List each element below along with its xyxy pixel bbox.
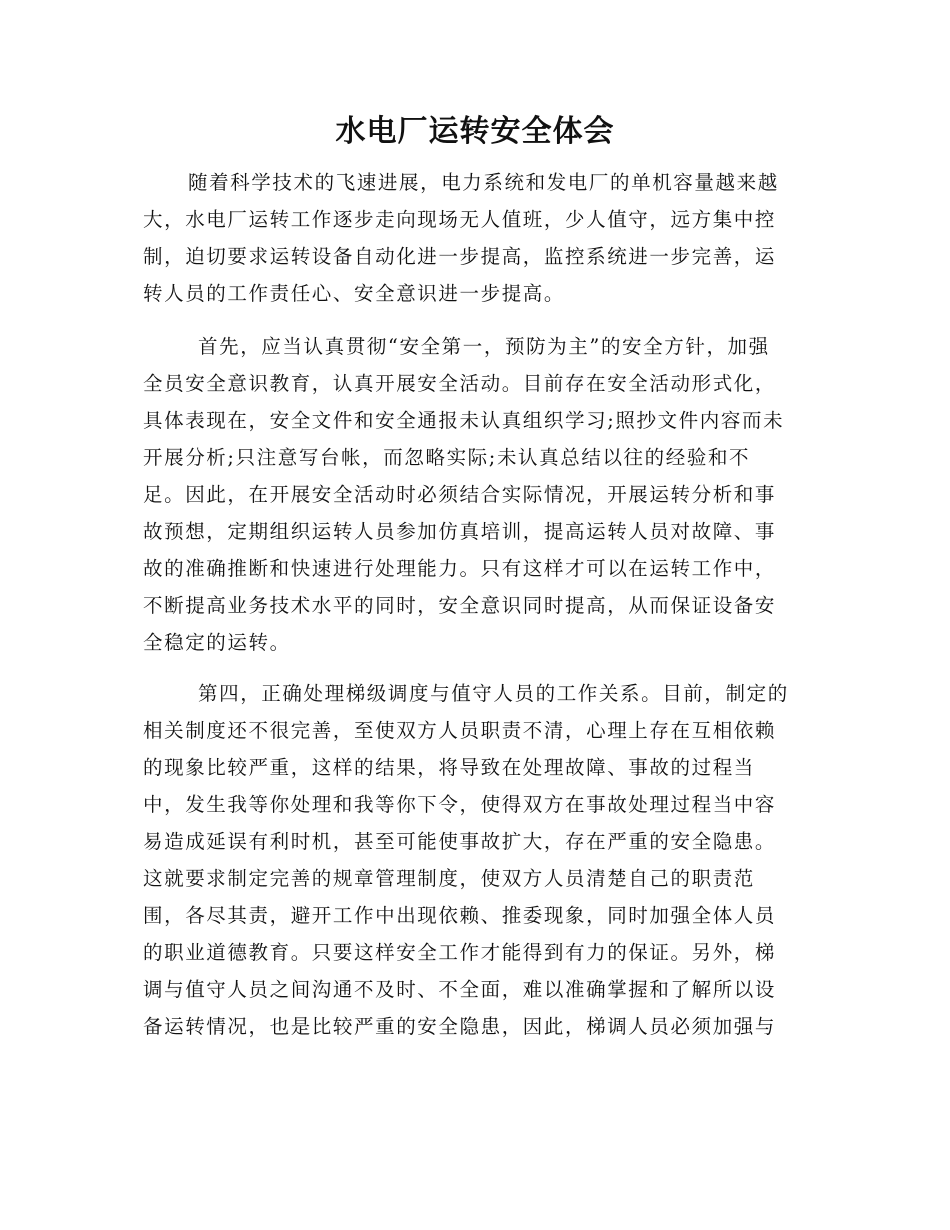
document-title: 水电厂运转安全体会 — [335, 114, 615, 149]
paragraph-2-line-5: 足。因此，在开展安全活动时必须结合实际情况，开展运转分析和事 — [143, 483, 777, 506]
paragraph-3-line-5: 易造成延误有利时机，甚至可能使事故扩大，存在严重的安全隐患。 — [143, 830, 777, 853]
paragraph-3-line-8: 的职业道德教育。只要这样安全工作才能得到有力的保证。另外，梯 — [143, 941, 777, 964]
paragraph-3-line-4: 中，发生我等你处理和我等你下令，使得双方在事故处理过程当中容 — [143, 793, 777, 816]
paragraph-2-line-8: 不断提高业务技术水平的同时，安全意识同时提高，从而保证设备安 — [143, 594, 777, 617]
paragraph-3-line-10: 备运转情况，也是比较严重的安全隐患，因此，梯调人员必须加强与 — [143, 1015, 777, 1038]
paragraph-1-line-1: 随着科学技术的飞速进展，电力系统和发电厂的单机容量越来越 — [188, 171, 779, 194]
paragraph-2-line-6: 故预想，定期组织运转人员参加仿真培训，提高运转人员对故障、事 — [143, 520, 777, 543]
paragraph-2-line-4: 开展分析;只注意写台帐，而忽略实际;未认真总结以往的经验和不 — [143, 446, 751, 469]
paragraph-3-line-1: 第四，正确处理梯级调度与值守人员的工作关系。目前，制定的 — [198, 682, 789, 705]
paragraph-2-line-9: 全稳定的运转。 — [143, 631, 291, 654]
paragraph-1-line-4: 转人员的工作责任心、安全意识进一步提高。 — [143, 282, 566, 305]
paragraph-3-line-7: 围，各尽其责，避开工作中出现依赖、推委现象，同时加强全体人员 — [143, 904, 777, 927]
paragraph-2-line-2: 全员安全意识教育，认真开展安全活动。目前存在安全活动形式化， — [143, 372, 777, 395]
paragraph-3-line-2: 相关制度还不很完善，至使双方人员职责不清，心理上存在互相依赖 — [143, 719, 777, 742]
paragraph-2-line-1: 首先，应当认真贯彻“安全第一，预防为主”的安全方针，加强 — [198, 335, 770, 358]
paragraph-2-line-7: 故的准确推断和快速进行处理能力。只有这样才可以在运转工作中， — [143, 557, 777, 580]
paragraph-3-line-3: 的现象比较严重，这样的结果，将导致在处理故障、事故的过程当 — [143, 756, 755, 779]
paragraph-3-line-9: 调与值守人员之间沟通不及时、不全面，难以准确掌握和了解所以设 — [143, 978, 777, 1001]
paragraph-1-line-2: 大，水电厂运转工作逐步走向现场无人值班，少人值守，远方集中控 — [143, 208, 777, 231]
paragraph-2-line-3: 具体表现在，安全文件和安全通报未认真组织学习;照抄文件内容而未 — [143, 409, 785, 432]
paragraph-3-line-6: 这就要求制定完善的规章管理制度，使双方人员清楚自己的职责范 — [143, 867, 755, 890]
paragraph-1-line-3: 制，迫切要求运转设备自动化进一步提高，监控系统进一步完善，运 — [143, 245, 777, 268]
